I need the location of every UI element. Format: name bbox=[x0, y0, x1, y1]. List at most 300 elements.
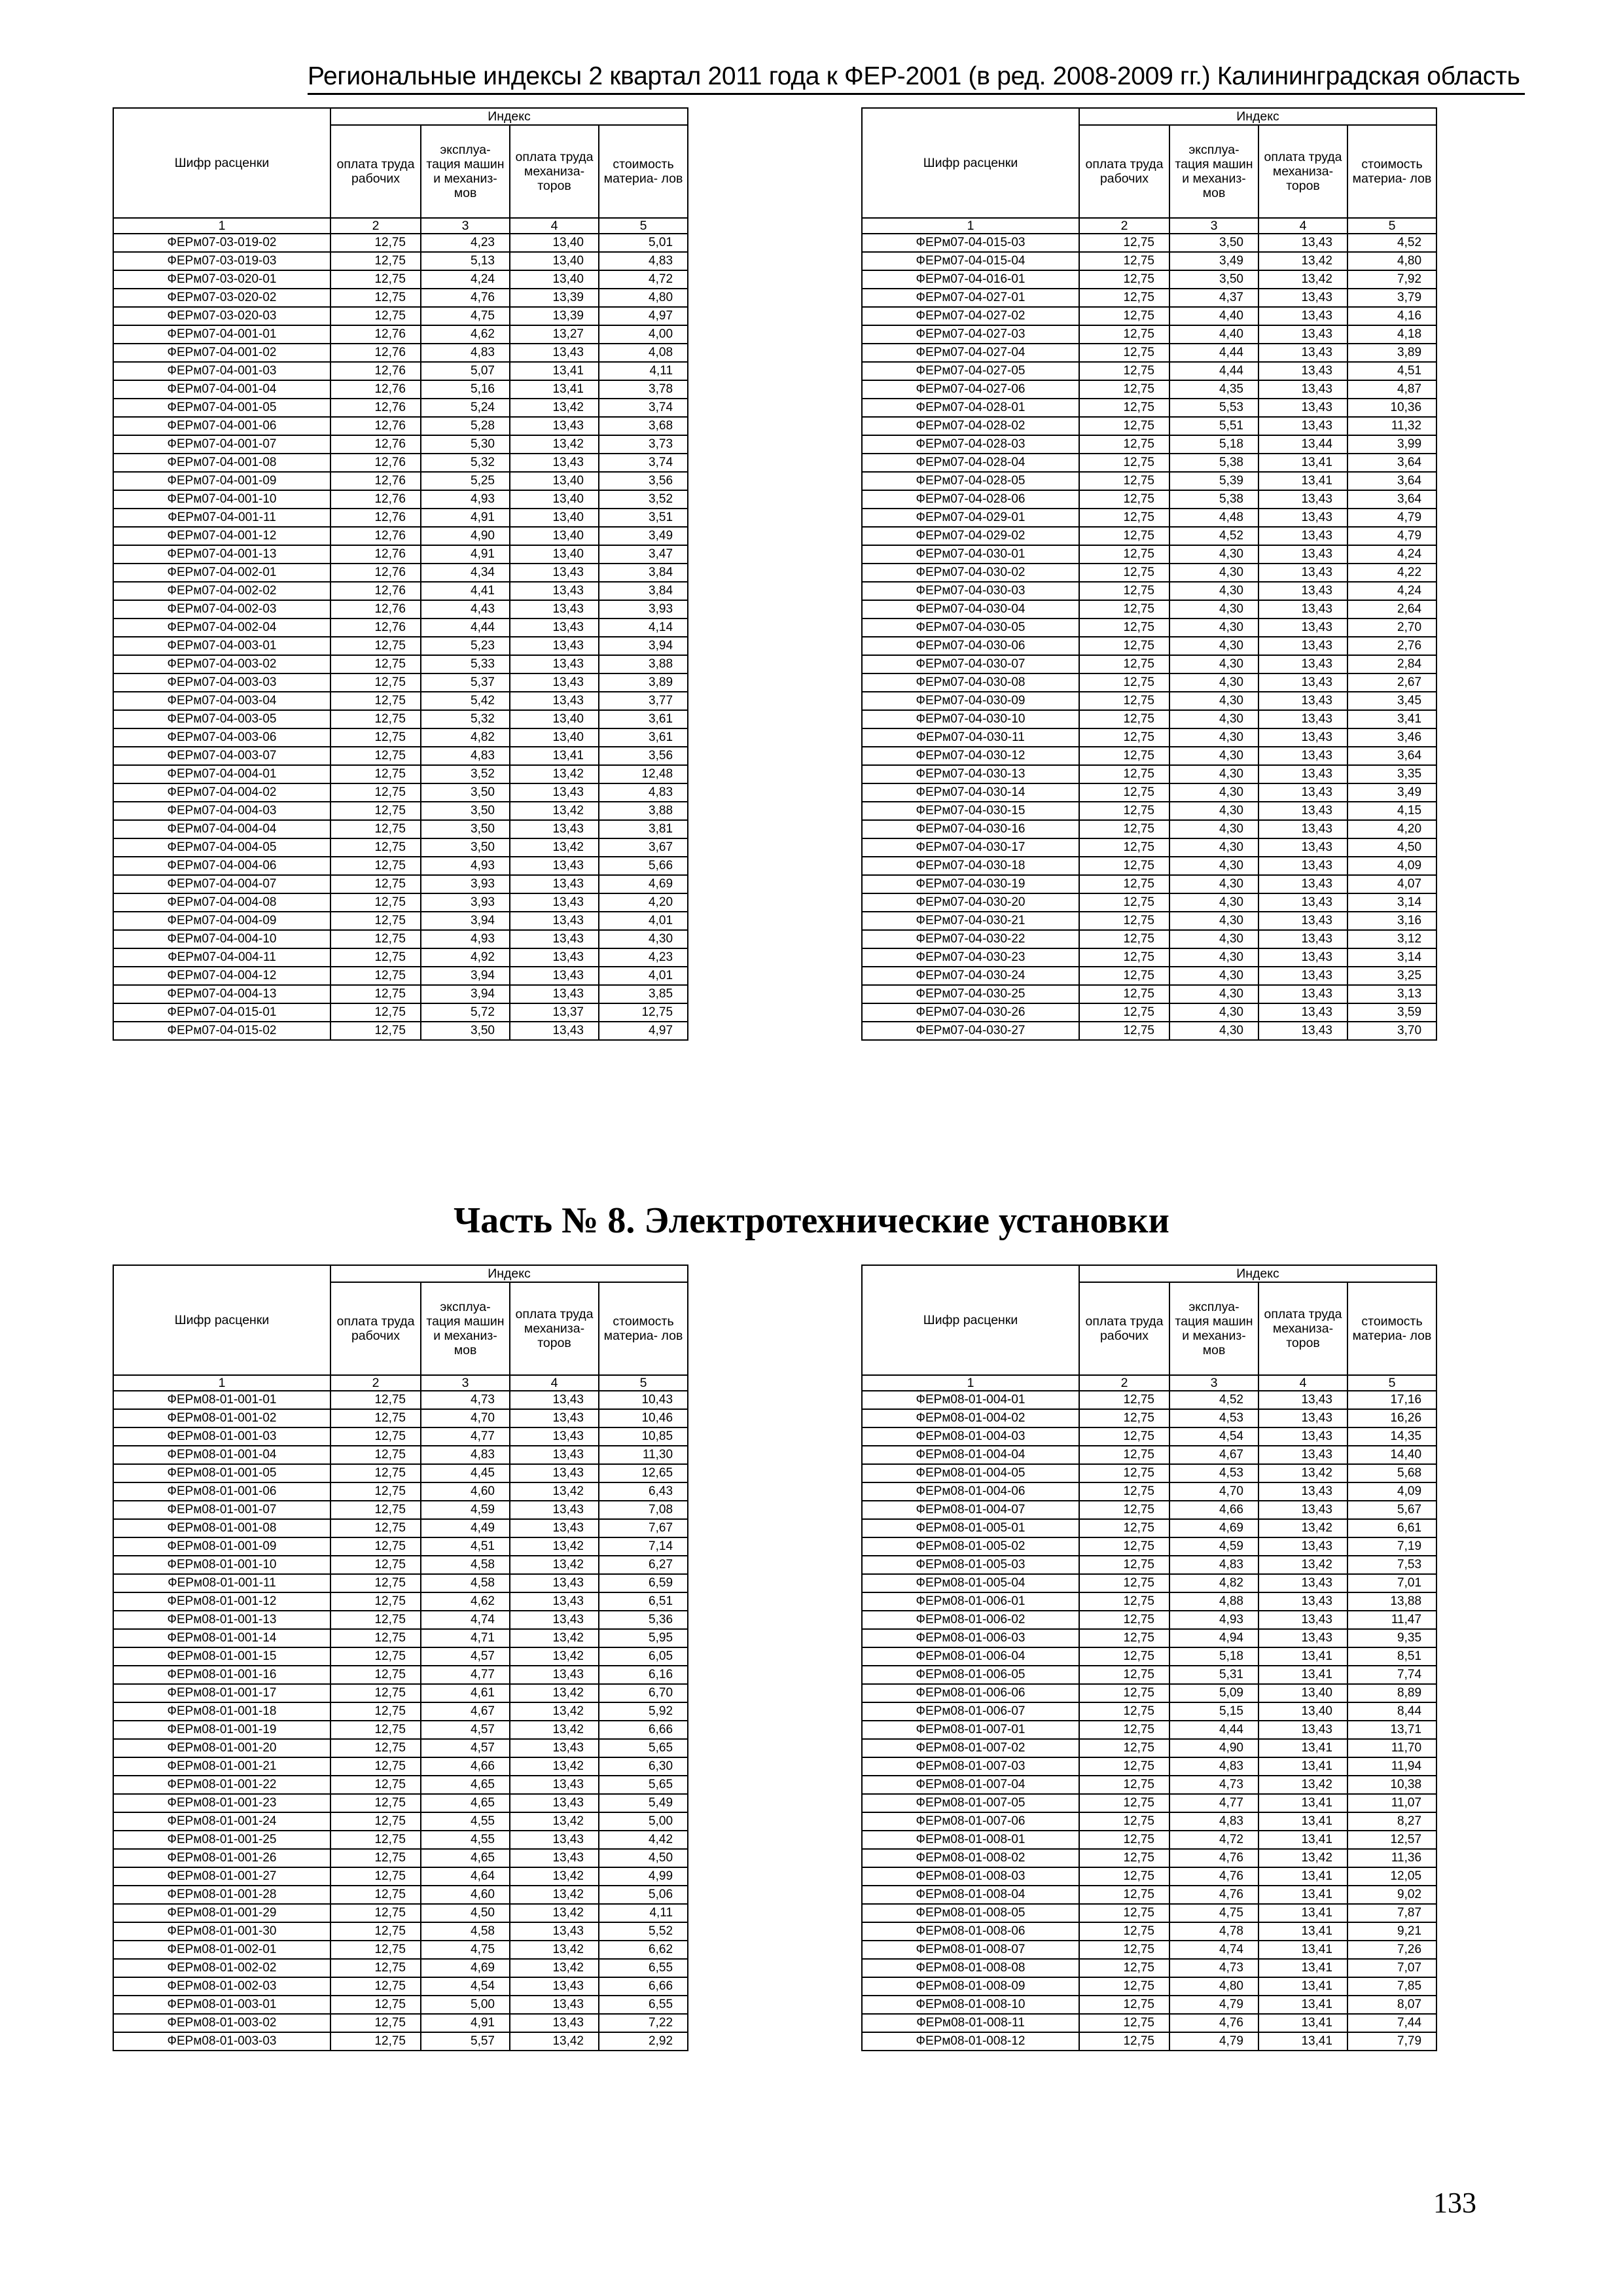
index-value-cell: 13,41 bbox=[1258, 1922, 1347, 1941]
rate-code-cell: ФЕРм07-04-029-02 bbox=[862, 527, 1079, 545]
index-value-cell: 9,35 bbox=[1347, 1629, 1436, 1647]
index-value-cell: 5,39 bbox=[1169, 472, 1258, 490]
index-value-cell: 7,87 bbox=[1347, 1904, 1436, 1922]
index-value-cell: 4,76 bbox=[1169, 1867, 1258, 1886]
index-value-cell: 13,41 bbox=[510, 380, 599, 399]
table-row bbox=[113, 1702, 688, 1721]
table-row bbox=[862, 1501, 1436, 1519]
index-value-cell: 13,43 bbox=[1258, 967, 1347, 985]
index-value-cell: 4,82 bbox=[421, 728, 510, 747]
rate-code-cell: ФЕРм07-04-030-09 bbox=[862, 692, 1079, 710]
rate-code-cell: ФЕРм07-04-030-03 bbox=[862, 582, 1079, 600]
index-value-cell: 4,74 bbox=[1169, 1941, 1258, 1959]
table-row bbox=[113, 893, 688, 912]
index-value-cell: 12,75 bbox=[1079, 399, 1169, 417]
column-header-labor-workers: оплата труда рабочих bbox=[330, 1282, 421, 1375]
table-row bbox=[862, 765, 1436, 783]
index-value-cell: 2,70 bbox=[1347, 619, 1436, 637]
table-row bbox=[113, 490, 688, 509]
table-row bbox=[862, 252, 1436, 270]
index-value-cell: 13,41 bbox=[1258, 1941, 1347, 1959]
rate-code-cell: ФЕРм08-01-008-07 bbox=[862, 1941, 1079, 1959]
rate-code-cell: ФЕРм07-04-015-03 bbox=[862, 234, 1079, 252]
column-header-labor-operators: оплата труда механиза- торов bbox=[1258, 125, 1347, 218]
rate-code-cell: ФЕРм07-03-020-02 bbox=[113, 289, 330, 307]
index-value-cell: 12,75 bbox=[1079, 600, 1169, 619]
index-value-cell: 12,75 bbox=[330, 1666, 421, 1684]
index-value-cell: 13,41 bbox=[1258, 454, 1347, 472]
index-value-cell: 13,43 bbox=[510, 1501, 599, 1519]
column-number-3: 3 bbox=[1169, 1375, 1258, 1391]
index-value-cell: 12,75 bbox=[1079, 802, 1169, 820]
table-row bbox=[862, 325, 1436, 344]
rate-code-cell: ФЕРм07-04-030-15 bbox=[862, 802, 1079, 820]
index-value-cell: 4,59 bbox=[1169, 1537, 1258, 1556]
index-value-cell: 10,36 bbox=[1347, 399, 1436, 417]
index-value-cell: 17,16 bbox=[1347, 1391, 1436, 1409]
index-value-cell: 13,41 bbox=[1258, 1867, 1347, 1886]
index-value-cell: 13,42 bbox=[510, 1482, 599, 1501]
table-row bbox=[113, 307, 688, 325]
index-value-cell: 4,80 bbox=[1169, 1977, 1258, 1996]
page-header: Региональные индексы 2 квартал 2011 года к ФЕР-2001 (в ред. 2008-2009 гг.) Калининградская область bbox=[308, 60, 1525, 95]
index-value-cell: 13,43 bbox=[1258, 289, 1347, 307]
index-value-cell: 12,75 bbox=[330, 1849, 421, 1867]
index-value-cell: 3,93 bbox=[421, 875, 510, 893]
table-row bbox=[862, 637, 1436, 655]
table-row bbox=[862, 1537, 1436, 1556]
index-value-cell: 12,75 bbox=[1079, 875, 1169, 893]
index-value-cell: 4,51 bbox=[1347, 362, 1436, 380]
rate-code-cell: ФЕРм07-04-016-01 bbox=[862, 270, 1079, 289]
index-value-cell: 3,94 bbox=[421, 967, 510, 985]
index-value-cell: 12,75 bbox=[1079, 1482, 1169, 1501]
table-row bbox=[113, 564, 688, 582]
column-header-machine-operation: эксплуа- тация машин и механиз- мов bbox=[421, 125, 510, 218]
table-row bbox=[113, 1794, 688, 1812]
index-value-cell: 3,84 bbox=[599, 582, 688, 600]
index-value-cell: 4,83 bbox=[599, 783, 688, 802]
index-value-cell: 13,43 bbox=[1258, 765, 1347, 783]
index-value-cell: 5,25 bbox=[421, 472, 510, 490]
index-value-cell: 12,75 bbox=[330, 1904, 421, 1922]
table-row bbox=[862, 1886, 1436, 1904]
table-row bbox=[862, 454, 1436, 472]
index-value-cell: 4,30 bbox=[1169, 765, 1258, 783]
index-value-cell: 3,52 bbox=[421, 765, 510, 783]
index-value-cell: 5,32 bbox=[421, 454, 510, 472]
index-value-cell: 5,65 bbox=[599, 1776, 688, 1794]
index-value-cell: 13,42 bbox=[1258, 1464, 1347, 1482]
index-value-cell: 4,30 bbox=[1169, 838, 1258, 857]
table-row bbox=[113, 1464, 688, 1482]
rate-code-cell: ФЕРм08-01-001-22 bbox=[113, 1776, 330, 1794]
index-value-cell: 13,43 bbox=[510, 619, 599, 637]
index-value-cell: 4,18 bbox=[1347, 325, 1436, 344]
index-value-cell: 13,40 bbox=[510, 490, 599, 509]
index-value-cell: 5,33 bbox=[421, 655, 510, 673]
rate-code-cell: ФЕРм08-01-006-02 bbox=[862, 1611, 1079, 1629]
index-value-cell: 4,58 bbox=[421, 1556, 510, 1574]
index-value-cell: 3,74 bbox=[599, 399, 688, 417]
index-value-cell: 7,08 bbox=[599, 1501, 688, 1519]
index-value-cell: 3,56 bbox=[599, 747, 688, 765]
table-row bbox=[862, 1666, 1436, 1684]
index-value-cell: 4,97 bbox=[599, 307, 688, 325]
index-value-cell: 13,41 bbox=[1258, 1904, 1347, 1922]
table-row bbox=[862, 1941, 1436, 1959]
table-row bbox=[113, 728, 688, 747]
column-number-4: 4 bbox=[510, 1375, 599, 1391]
index-value-cell: 3,73 bbox=[599, 435, 688, 454]
table-row bbox=[113, 1996, 688, 2014]
index-value-cell: 12,75 bbox=[1079, 435, 1169, 454]
table-row bbox=[862, 619, 1436, 637]
index-value-cell: 12,76 bbox=[330, 417, 421, 435]
index-value-cell: 12,75 bbox=[1079, 1574, 1169, 1592]
rate-code-cell: ФЕРм08-01-001-19 bbox=[113, 1721, 330, 1739]
index-value-cell: 13,43 bbox=[1258, 692, 1347, 710]
index-value-cell: 11,94 bbox=[1347, 1757, 1436, 1776]
index-value-cell: 12,75 bbox=[330, 1739, 421, 1757]
rate-code-cell: ФЕРм07-04-004-05 bbox=[113, 838, 330, 857]
table-row bbox=[113, 1684, 688, 1702]
index-value-cell: 3,79 bbox=[1347, 289, 1436, 307]
index-value-cell: 13,42 bbox=[1258, 1849, 1347, 1867]
index-value-cell: 13,43 bbox=[510, 967, 599, 985]
index-value-cell: 12,75 bbox=[1079, 783, 1169, 802]
rate-code-cell: ФЕРм07-04-030-14 bbox=[862, 783, 1079, 802]
table-row bbox=[113, 710, 688, 728]
index-value-cell: 6,66 bbox=[599, 1721, 688, 1739]
index-value-cell: 13,37 bbox=[510, 1003, 599, 1022]
index-value-cell: 14,35 bbox=[1347, 1427, 1436, 1446]
index-value-cell: 12,75 bbox=[330, 673, 421, 692]
column-header-materials: стоимость материа- лов bbox=[1347, 1282, 1436, 1375]
rate-code-cell: ФЕРм07-04-001-07 bbox=[113, 435, 330, 454]
index-value-cell: 4,93 bbox=[421, 930, 510, 948]
index-value-cell: 12,75 bbox=[1079, 1464, 1169, 1482]
index-value-cell: 12,75 bbox=[330, 307, 421, 325]
index-value-cell: 4,93 bbox=[421, 490, 510, 509]
table-row bbox=[113, 2014, 688, 2032]
index-value-cell: 6,66 bbox=[599, 1977, 688, 1996]
table-row bbox=[862, 564, 1436, 582]
index-value-cell: 13,41 bbox=[510, 362, 599, 380]
part-title: Часть № 8. Электротехнические установки bbox=[454, 1200, 1169, 1241]
index-value-cell: 13,40 bbox=[510, 270, 599, 289]
index-value-cell: 13,42 bbox=[510, 802, 599, 820]
index-value-cell: 12,75 bbox=[1079, 1446, 1169, 1464]
rate-code-cell: ФЕРм08-01-001-25 bbox=[113, 1831, 330, 1849]
column-number-3: 3 bbox=[421, 1375, 510, 1391]
table-row bbox=[862, 1721, 1436, 1739]
index-value-cell: 13,41 bbox=[1258, 1959, 1347, 1977]
index-value-cell: 13,43 bbox=[510, 655, 599, 673]
table-row bbox=[113, 1022, 688, 1040]
index-value-cell: 7,67 bbox=[599, 1519, 688, 1537]
index-value-cell: 12,75 bbox=[1079, 710, 1169, 728]
index-value-cell: 4,44 bbox=[1169, 362, 1258, 380]
index-value-cell: 11,70 bbox=[1347, 1739, 1436, 1757]
index-value-cell: 4,67 bbox=[1169, 1446, 1258, 1464]
index-value-cell: 12,75 bbox=[1079, 234, 1169, 252]
index-value-cell: 4,01 bbox=[599, 912, 688, 930]
index-value-cell: 12,75 bbox=[1079, 967, 1169, 985]
index-value-cell: 12,75 bbox=[330, 1574, 421, 1592]
index-value-cell: 13,43 bbox=[510, 783, 599, 802]
index-value-cell: 13,40 bbox=[510, 545, 599, 564]
index-value-cell: 12,75 bbox=[330, 1427, 421, 1446]
rate-code-cell: ФЕРм08-01-001-17 bbox=[113, 1684, 330, 1702]
rate-code-cell: ФЕРм08-01-001-28 bbox=[113, 1886, 330, 1904]
rate-code-cell: ФЕРм08-01-007-02 bbox=[862, 1739, 1079, 1757]
index-value-cell: 3,81 bbox=[599, 820, 688, 838]
index-value-cell: 4,64 bbox=[421, 1867, 510, 1886]
index-value-cell: 4,30 bbox=[1169, 564, 1258, 582]
index-value-cell: 3,89 bbox=[1347, 344, 1436, 362]
rate-code-cell: ФЕРм07-04-030-10 bbox=[862, 710, 1079, 728]
index-value-cell: 13,42 bbox=[510, 1702, 599, 1721]
index-value-cell: 3,45 bbox=[1347, 692, 1436, 710]
table-row bbox=[113, 582, 688, 600]
index-value-cell: 12,75 bbox=[330, 1501, 421, 1519]
table-row bbox=[862, 417, 1436, 435]
index-value-cell: 13,43 bbox=[1258, 582, 1347, 600]
index-value-cell: 12,75 bbox=[1079, 1721, 1169, 1739]
table-row bbox=[113, 1959, 688, 1977]
index-value-cell: 13,41 bbox=[1258, 2014, 1347, 2032]
table-row bbox=[113, 1003, 688, 1022]
index-value-cell: 13,43 bbox=[1258, 948, 1347, 967]
index-value-cell: 12,75 bbox=[1079, 1501, 1169, 1519]
index-value-cell: 4,79 bbox=[1347, 509, 1436, 527]
index-table-4 bbox=[861, 1265, 1437, 2051]
index-value-cell: 4,43 bbox=[421, 600, 510, 619]
index-value-cell: 13,41 bbox=[1258, 1831, 1347, 1849]
table-row bbox=[113, 1867, 688, 1886]
table-row bbox=[862, 1739, 1436, 1757]
index-value-cell: 5,18 bbox=[1169, 1647, 1258, 1666]
index-value-cell: 12,75 bbox=[330, 765, 421, 783]
page-number: 133 bbox=[1433, 2187, 1476, 2219]
index-value-cell: 13,27 bbox=[510, 325, 599, 344]
index-value-cell: 4,67 bbox=[421, 1702, 510, 1721]
index-value-cell: 8,27 bbox=[1347, 1812, 1436, 1831]
index-value-cell: 13,42 bbox=[510, 1959, 599, 1977]
rate-code-cell: ФЕРм07-04-004-10 bbox=[113, 930, 330, 948]
index-value-cell: 2,84 bbox=[1347, 655, 1436, 673]
table-row bbox=[862, 1446, 1436, 1464]
index-value-cell: 12,75 bbox=[330, 1684, 421, 1702]
column-number-1: 1 bbox=[113, 218, 330, 234]
index-value-cell: 3,94 bbox=[421, 985, 510, 1003]
rate-code-cell: ФЕРм07-04-028-03 bbox=[862, 435, 1079, 454]
table-row bbox=[862, 509, 1436, 527]
table-row bbox=[862, 2032, 1436, 2051]
index-value-cell: 13,43 bbox=[510, 417, 599, 435]
index-value-cell: 12,76 bbox=[330, 527, 421, 545]
index-value-cell: 6,55 bbox=[599, 1959, 688, 1977]
rate-code-cell: ФЕРм08-01-001-11 bbox=[113, 1574, 330, 1592]
index-value-cell: 4,60 bbox=[421, 1886, 510, 1904]
index-value-cell: 4,55 bbox=[421, 1812, 510, 1831]
index-value-cell: 6,05 bbox=[599, 1647, 688, 1666]
table-row bbox=[113, 1941, 688, 1959]
index-value-cell: 12,75 bbox=[330, 985, 421, 1003]
index-value-cell: 13,44 bbox=[1258, 435, 1347, 454]
index-value-cell: 2,64 bbox=[1347, 600, 1436, 619]
rate-code-cell: ФЕРм08-01-008-06 bbox=[862, 1922, 1079, 1941]
table-row bbox=[862, 472, 1436, 490]
column-number-4: 4 bbox=[1258, 218, 1347, 234]
index-value-cell: 7,44 bbox=[1347, 2014, 1436, 2032]
rate-code-cell: ФЕРм08-01-008-12 bbox=[862, 2032, 1079, 2051]
table-row bbox=[862, 747, 1436, 765]
rate-code-cell: ФЕРм07-04-001-04 bbox=[113, 380, 330, 399]
index-value-cell: 12,75 bbox=[330, 1812, 421, 1831]
index-value-cell: 3,12 bbox=[1347, 930, 1436, 948]
index-value-cell: 3,41 bbox=[1347, 710, 1436, 728]
index-value-cell: 12,75 bbox=[330, 1022, 421, 1040]
index-value-cell: 12,75 bbox=[1079, 619, 1169, 637]
index-value-cell: 13,42 bbox=[510, 1941, 599, 1959]
index-value-cell: 4,80 bbox=[1347, 252, 1436, 270]
rate-code-cell: ФЕРм07-04-004-12 bbox=[113, 967, 330, 985]
index-value-cell: 12,75 bbox=[330, 1886, 421, 1904]
index-value-cell: 12,75 bbox=[330, 1556, 421, 1574]
index-value-cell: 4,70 bbox=[421, 1409, 510, 1427]
index-value-cell: 4,20 bbox=[1347, 820, 1436, 838]
table-row bbox=[113, 783, 688, 802]
index-value-cell: 12,75 bbox=[1079, 655, 1169, 673]
index-value-cell: 12,75 bbox=[1079, 1684, 1169, 1702]
index-value-cell: 3,49 bbox=[599, 527, 688, 545]
index-value-cell: 13,42 bbox=[510, 435, 599, 454]
table-row bbox=[862, 948, 1436, 967]
table-row bbox=[862, 673, 1436, 692]
index-value-cell: 3,78 bbox=[599, 380, 688, 399]
index-value-cell: 12,75 bbox=[1079, 1867, 1169, 1886]
index-value-cell: 4,83 bbox=[421, 1446, 510, 1464]
table-row bbox=[862, 1647, 1436, 1666]
rate-code-cell: ФЕРм08-01-001-21 bbox=[113, 1757, 330, 1776]
rate-code-cell: ФЕРм07-04-004-08 bbox=[113, 893, 330, 912]
rate-code-cell: ФЕРм08-01-001-05 bbox=[113, 1464, 330, 1482]
index-value-cell: 12,75 bbox=[1079, 2032, 1169, 2051]
index-value-cell: 12,75 bbox=[1079, 1977, 1169, 1996]
rate-code-cell: ФЕРм08-01-001-08 bbox=[113, 1519, 330, 1537]
index-value-cell: 12,75 bbox=[330, 1464, 421, 1482]
column-header-labor-operators: оплата труда механиза- торов bbox=[510, 125, 599, 218]
index-value-cell: 7,85 bbox=[1347, 1977, 1436, 1996]
index-value-cell: 12,75 bbox=[1079, 1629, 1169, 1647]
index-value-cell: 5,23 bbox=[421, 637, 510, 655]
rate-code-cell: ФЕРм07-04-003-03 bbox=[113, 673, 330, 692]
rate-code-cell: ФЕРм08-01-006-05 bbox=[862, 1666, 1079, 1684]
index-value-cell: 13,43 bbox=[1258, 747, 1347, 765]
index-value-cell: 9,21 bbox=[1347, 1922, 1436, 1941]
table-row bbox=[113, 399, 688, 417]
index-value-cell: 4,73 bbox=[1169, 1959, 1258, 1977]
rate-code-cell: ФЕРм08-01-001-26 bbox=[113, 1849, 330, 1867]
rate-code-cell: ФЕРм08-01-008-08 bbox=[862, 1959, 1079, 1977]
index-value-cell: 13,43 bbox=[510, 344, 599, 362]
index-value-cell: 3,49 bbox=[1347, 783, 1436, 802]
table-row bbox=[862, 582, 1436, 600]
index-value-cell: 12,75 bbox=[330, 2032, 421, 2051]
column-header-code: Шифр расценки bbox=[113, 1265, 330, 1375]
index-value-cell: 4,72 bbox=[599, 270, 688, 289]
rate-code-cell: ФЕРм08-01-005-01 bbox=[862, 1519, 1079, 1537]
index-value-cell: 12,75 bbox=[1079, 564, 1169, 582]
table-row bbox=[113, 802, 688, 820]
index-value-cell: 3,50 bbox=[421, 820, 510, 838]
index-value-cell: 12,75 bbox=[1079, 1666, 1169, 1684]
rate-code-cell: ФЕРм08-01-007-03 bbox=[862, 1757, 1079, 1776]
column-header-machine-operation: эксплуа- тация машин и механиз- мов bbox=[1169, 125, 1258, 218]
index-value-cell: 13,42 bbox=[510, 1721, 599, 1739]
index-value-cell: 13,43 bbox=[510, 1666, 599, 1684]
index-value-cell: 12,75 bbox=[1079, 930, 1169, 948]
index-value-cell: 4,30 bbox=[1169, 600, 1258, 619]
rate-code-cell: ФЕРм07-04-030-17 bbox=[862, 838, 1079, 857]
table-row bbox=[113, 1831, 688, 1849]
index-value-cell: 5,01 bbox=[599, 234, 688, 252]
index-value-cell: 4,24 bbox=[421, 270, 510, 289]
rate-code-cell: ФЕРм07-04-030-26 bbox=[862, 1003, 1079, 1022]
index-value-cell: 13,43 bbox=[510, 1022, 599, 1040]
index-value-cell: 5,36 bbox=[599, 1611, 688, 1629]
rate-code-cell: ФЕРм07-04-004-04 bbox=[113, 820, 330, 838]
index-value-cell: 12,75 bbox=[1079, 1904, 1169, 1922]
index-value-cell: 12,75 bbox=[1079, 1812, 1169, 1831]
rate-code-cell: ФЕРм08-01-001-10 bbox=[113, 1556, 330, 1574]
index-value-cell: 7,53 bbox=[1347, 1556, 1436, 1574]
rate-code-cell: ФЕРм08-01-001-29 bbox=[113, 1904, 330, 1922]
rate-code-cell: ФЕРм07-04-015-04 bbox=[862, 252, 1079, 270]
index-value-cell: 3,50 bbox=[1169, 234, 1258, 252]
index-value-cell: 12,75 bbox=[330, 1409, 421, 1427]
index-value-cell: 13,43 bbox=[1258, 728, 1347, 747]
rate-code-cell: ФЕРм07-04-001-12 bbox=[113, 527, 330, 545]
index-value-cell: 3,99 bbox=[1347, 435, 1436, 454]
rate-code-cell: ФЕРм07-04-001-06 bbox=[113, 417, 330, 435]
rate-code-cell: ФЕРм08-01-004-02 bbox=[862, 1409, 1079, 1427]
index-value-cell: 4,30 bbox=[1169, 1003, 1258, 1022]
index-value-cell: 5,31 bbox=[1169, 1666, 1258, 1684]
index-value-cell: 8,51 bbox=[1347, 1647, 1436, 1666]
index-value-cell: 13,43 bbox=[1258, 234, 1347, 252]
table-row bbox=[113, 1501, 688, 1519]
column-header-materials: стоимость материа- лов bbox=[599, 125, 688, 218]
index-value-cell: 13,40 bbox=[510, 472, 599, 490]
index-value-cell: 7,26 bbox=[1347, 1941, 1436, 1959]
table-row bbox=[113, 765, 688, 783]
table-row bbox=[862, 930, 1436, 948]
index-value-cell: 13,41 bbox=[510, 747, 599, 765]
index-value-cell: 13,43 bbox=[1258, 1409, 1347, 1427]
index-value-cell: 13,43 bbox=[1258, 527, 1347, 545]
rate-code-cell: ФЕРм07-04-015-01 bbox=[113, 1003, 330, 1022]
index-value-cell: 4,51 bbox=[421, 1537, 510, 1556]
index-value-cell: 13,43 bbox=[1258, 600, 1347, 619]
index-value-cell: 13,41 bbox=[1258, 1886, 1347, 1904]
index-value-cell: 13,43 bbox=[1258, 1482, 1347, 1501]
index-value-cell: 12,75 bbox=[330, 838, 421, 857]
index-value-cell: 4,23 bbox=[421, 234, 510, 252]
table-row bbox=[113, 454, 688, 472]
